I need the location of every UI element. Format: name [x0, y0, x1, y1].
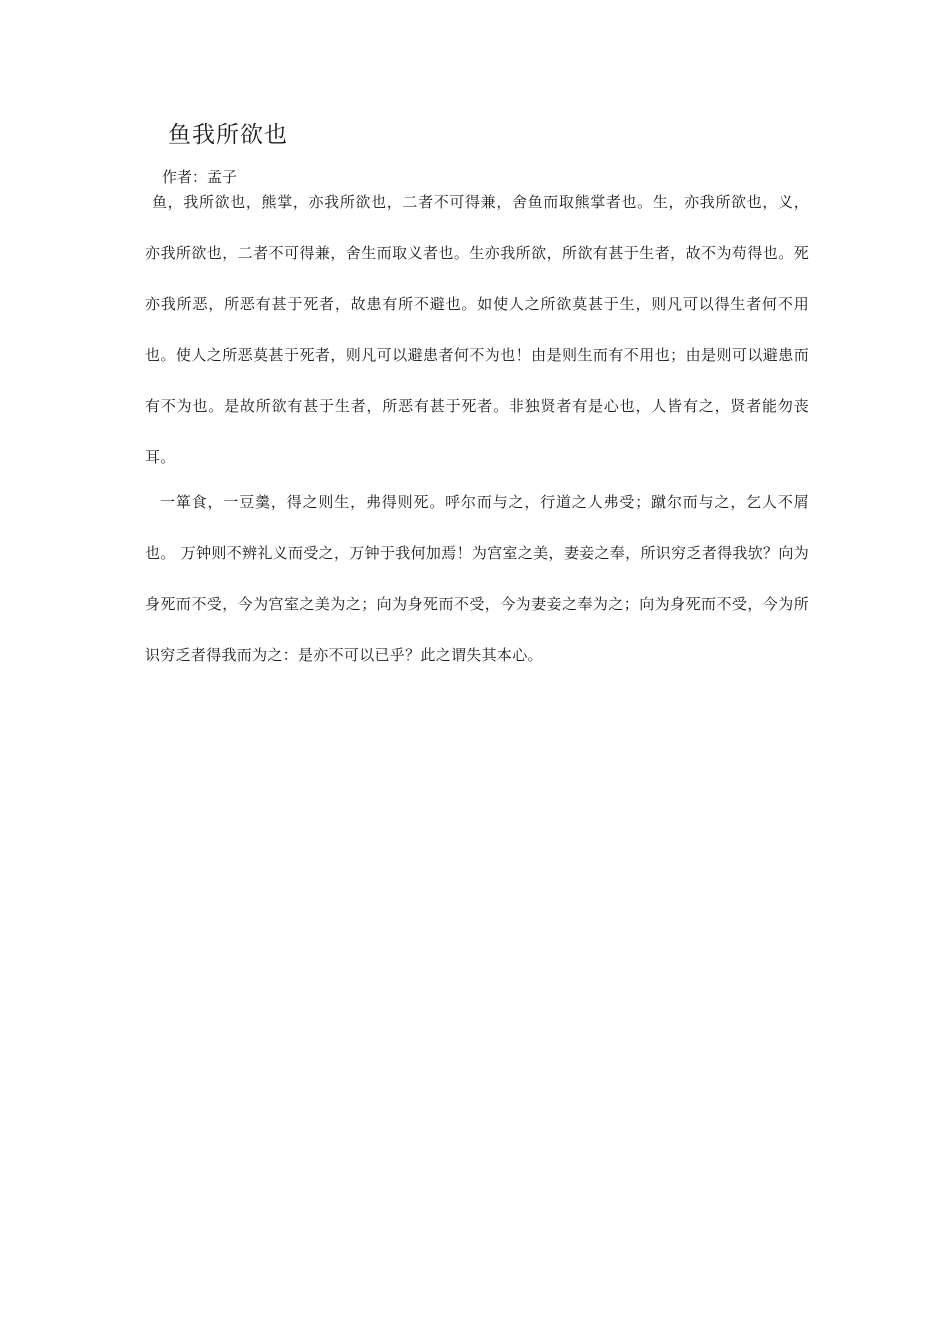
author-line: 作者：孟子 — [162, 168, 238, 186]
paragraph-2: 一箪食，一豆羹，得之则生，弗得则死。呼尔而与之，行道之人弗受；蹴尔而与之，乞人不屑也。 万钟则不辨礼义而受之，万钟于我何加焉！为宫室之美，妻妾之奉，所识穷乏者得我欤？向为身死而不受，今为宫室之美为之；向为身死而不受，今为妻妾之奉为之；向为身死而不受，今为所识穷乏者得我而为之：是亦不可以已乎？此之谓失其本心。 — [145, 493, 809, 664]
paragraph-1: 鱼，我所欲也，熊掌，亦我所欲也，二者不可得兼，舍鱼而取熊掌者也。生，亦我所欲也，义，亦我所欲也，二者不可得兼，舍生而取义者也。生亦我所欲，所欲有甚于生者，故不为苟得也。死亦我所恶，所恶有甚于死者，故患有所不避也。如使人之所欲莫甚于生，则凡可以得生者何不用也。使人之所恶莫甚于死者，则凡可以避患者何不为也！由是则生而有不用也；由是则可以避患而有不为也。是故所欲有甚于生者，所恶有甚于死者。非独贤者有是心也，人皆有之，贤者能勿丧耳。 — [145, 193, 809, 466]
document-title: 鱼我所欲也 — [168, 122, 288, 148]
